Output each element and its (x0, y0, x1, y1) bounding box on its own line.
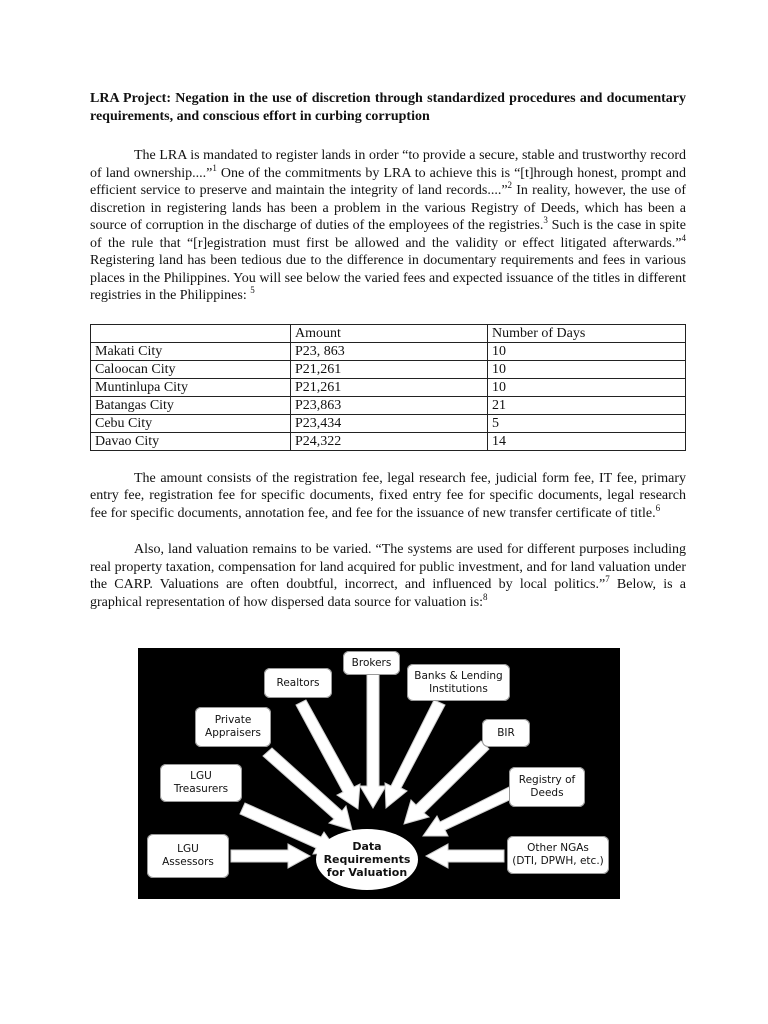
footnote-ref-5: 5 (250, 285, 255, 295)
source-lgu-assessors: LGU Assessors (147, 834, 229, 878)
table-row (91, 414, 686, 432)
footnote-ref-4: 4 (681, 232, 686, 243)
table-header-cell: Number of Days (488, 324, 686, 342)
fees-paragraph: The amount consists of the registration fee, legal research fee, judicial form fee, IT fee, primary entry fee, registration fee for specific documents, fixed entry fee for specific documents, legal research fee for specific documents, annotation fee, and fee for the issuance of new transfer certificate of title.$^6$ (90, 470, 686, 521)
fees-table (90, 324, 686, 451)
table-header-row (91, 324, 686, 342)
source-brokers: Brokers (343, 651, 400, 675)
source-other-ngas: Other NGAs (DTI, DPWH, etc.) (507, 836, 609, 874)
source-lgu-treasurers: LGU Treasurers (160, 764, 242, 802)
table-cell-city: Batangas City (91, 396, 291, 414)
table-cell-days: 5 (488, 414, 686, 432)
table-cell-amount: P23,863 (291, 396, 488, 414)
table-cell-days: 10 (488, 342, 686, 360)
table-cell-days: 10 (488, 378, 686, 396)
valuation-paragraph: Also, land valuation remains to be varied. “The systems are used for different purposes including real property taxation, compensation for land acquired for public investment, and for land valuation under the CARP. Valuations are often doubtful, incorrect, and influenced by local politics.”$^7$ Below, is a graphical representation of how dispersed data source for valuation is:$^8$ (90, 542, 686, 610)
data-requirements-node: Data Requirements for Valuation (316, 829, 418, 890)
table-row (91, 432, 686, 450)
arrow-from-other-ngas (426, 844, 504, 868)
table-cell-days: 10 (488, 360, 686, 378)
table-cell-amount: P23,434 (291, 414, 488, 432)
table-row (91, 378, 686, 396)
source-registry-of-deeds: Registry of Deeds (509, 767, 585, 807)
valuation-data-sources-diagram (138, 648, 620, 899)
table-cell-amount: P21,261 (291, 360, 488, 378)
table-cell-city: Davao City (91, 432, 291, 450)
arrow-from-brokers (360, 674, 386, 808)
source-banks-lending-institutions: Banks & Lending Institutions (407, 664, 510, 701)
table-cell-amount: P23, 863 (291, 342, 488, 360)
footnote-ref-7: 7 (605, 574, 610, 584)
table-cell-city: Cebu City (91, 414, 291, 432)
table-cell-city: Muntinlupa City (91, 378, 291, 396)
table-cell-days: 14 (488, 432, 686, 450)
document-heading: LRA Project: Negation in the use of discretion through standardized procedures and documentary requirements, and conscious effort in curbing corruption (90, 91, 686, 124)
table-row (91, 360, 686, 378)
table-cell-city: Makati City (91, 342, 291, 360)
source-bir: BIR (482, 719, 530, 747)
footnote-ref-6: 6 (655, 502, 661, 513)
arrow-from-lgu-assessors (231, 844, 310, 868)
table-cell-amount: P21,261 (291, 378, 488, 396)
table-row (91, 342, 686, 360)
footnote-ref-3: 3 (543, 215, 548, 225)
table-cell-amount: P24,322 (291, 432, 488, 450)
source-private-appraisers: Private Appraisers (195, 707, 271, 747)
table-header-cell (91, 324, 291, 342)
footnote-ref-1: 1 (212, 162, 217, 173)
table-cell-city: Caloocan City (91, 360, 291, 378)
intro-paragraph: The LRA is mandated to register lands in order “to provide a secure, stable and trustworthy record of land ownership....”$^1$ One of the commitments by LRA to achieve this is “[t]hrough honest, prompt and efficient service to preserve and maintain the integrity of land records....”$^2$ In reality, however, the use of discretion in registering lands has been a problem in the various Registry of Deeds, which has been a source of corruption in the discharge of duties of the employees of the registries.$^3$ Such is the case in spite of the rule that “[r]egistration must first be allowed and the validity or effect litigated afterwards.”$^4$ Registering land has been tedious due to the difference in documentary requirements and fees in various places in the Philippines. You will see below the varied fees and expected issuance of the titles in different registries in the Philippines: $^5$ (90, 148, 686, 303)
document-page (90, 90, 686, 611)
source-realtors: Realtors (264, 668, 332, 698)
table-header-cell: Amount (291, 324, 488, 342)
table-cell-days: 21 (488, 396, 686, 414)
table-row (91, 396, 686, 414)
footnote-ref-8: 8 (483, 591, 488, 602)
footnote-ref-2: 2 (507, 180, 513, 190)
